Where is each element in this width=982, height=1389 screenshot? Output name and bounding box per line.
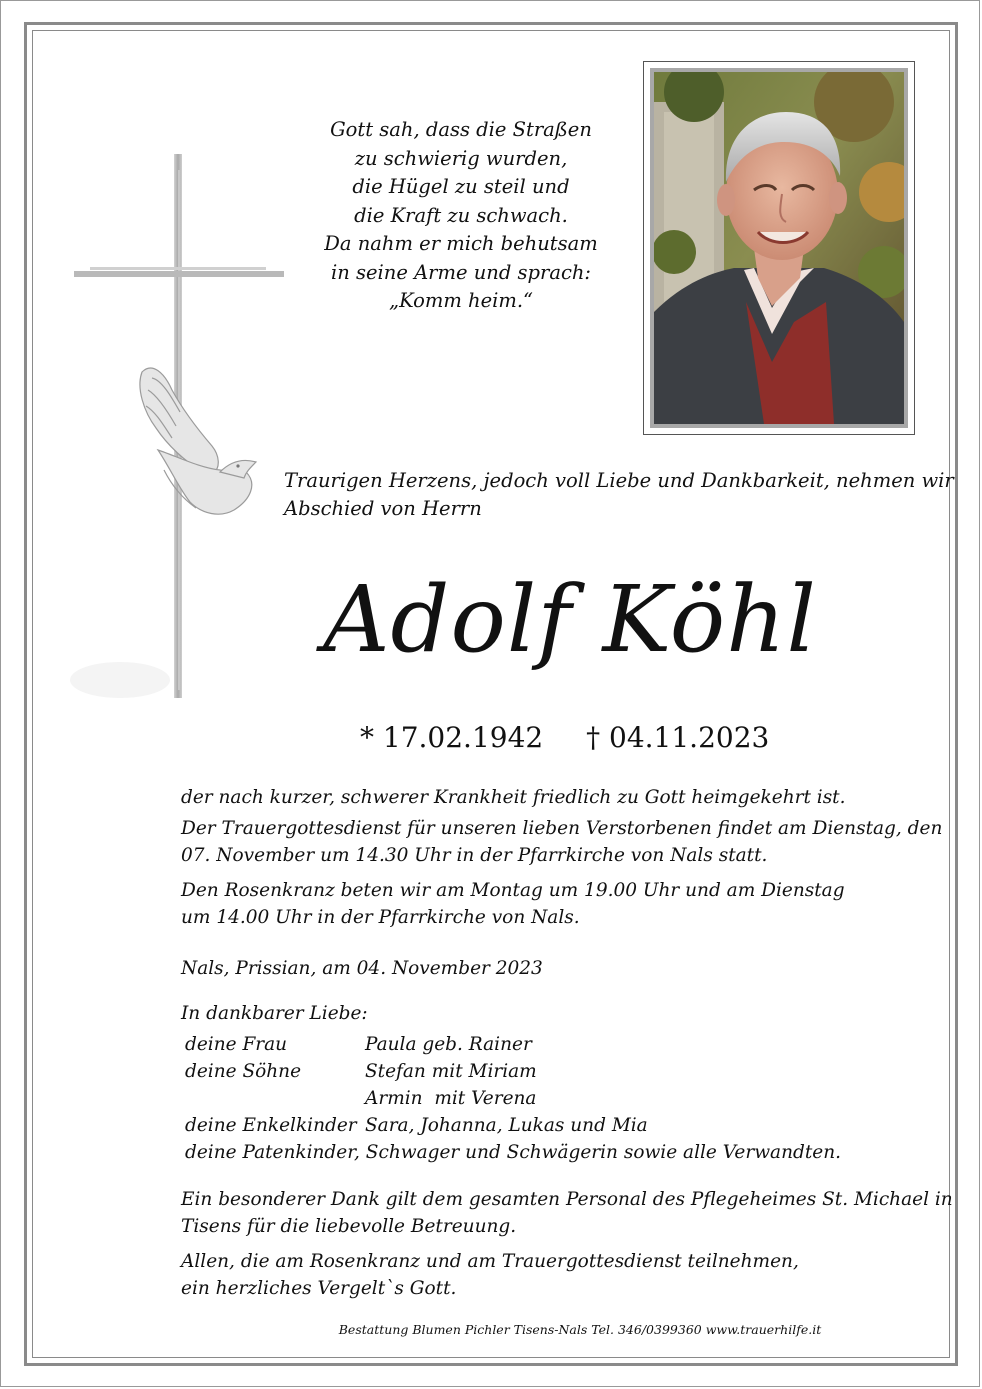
poem-line: die Kraft zu schwach. [354,203,568,227]
paragraph-line: Der Trauergottesdienst für unseren lieben Verstorbenen findet am Dienstag, den [181,818,943,839]
relation-label: deine Söhne [185,1061,302,1082]
life-dates [360,718,820,758]
closing-line: ein herzliches Vergelt`s Gott. [181,1278,457,1299]
relation-label: deine Frau [185,1034,288,1055]
poem-line: Gott sah, dass die Straßen [330,118,592,141]
closing-text [181,1248,901,1302]
funeral-home-footer: Bestattung Blumen Pichler Tisens-Nals Tel. 346/0399360 www.trauerhilfe.it [338,1322,822,1337]
gratitude-heading [181,1000,901,1027]
family-row [185,1085,885,1112]
portrait-border [650,68,908,428]
paragraph-line: um 14.00 Uhr in der Pfarrkirche von Nals. [181,907,580,928]
poem-line: „Komm heim.“ [388,289,534,312]
relation-names: Armin mit Verena [365,1088,537,1109]
family-row [185,1031,885,1058]
gratitude-heading-line: In dankbarer Liebe: [181,1003,368,1024]
family-list [185,1031,885,1166]
relation-others: deine Patenkinder, Schwager und Schwägerin sowie alle Verwandten. [185,1142,842,1163]
relation-names: Stefan mit Miriam [365,1061,537,1082]
relation-names: Sara, Johanna, Lukas und Mia [365,1115,648,1136]
paragraph-service [181,815,943,869]
paragraph-rosary [181,877,901,931]
poem-line: Da nahm er mich behutsam [324,232,598,255]
place-date-line: Nals, Prissian, am 04. November 2023 [181,958,543,979]
cross-with-praying-hands [60,150,300,720]
family-row [185,1139,885,1166]
poem-line: in seine Arme und sprach: [331,260,591,284]
poem [300,116,622,316]
relation-label: deine Enkelkinder [185,1115,357,1136]
thanks-text [181,1186,953,1240]
intro-line: Abschied von Herrn [284,497,482,520]
thanks-line: Ein besonderer Dank gilt dem gesamten Personal des Pflegeheimes St. Michael in [181,1189,953,1210]
paragraph-line: der nach kurzer, schwerer Krankheit friedlich zu Gott heimgekehrt ist. [181,787,846,808]
birth-date: * 17.02.1942 [360,721,544,754]
intro-line: Traurigen Herzens, jedoch voll Liebe und Dankbarkeit, nehmen wir [284,469,954,492]
closing-line: Allen, die am Rosenkranz und am Trauergottesdienst teilnehmen, [181,1251,799,1272]
place-and-date [181,955,901,982]
cross-icon [60,150,300,720]
death-date: † 04.11.2023 [586,721,770,754]
paragraph-line: 07. November um 14.30 Uhr in der Pfarrkirche von Nals statt. [181,845,768,866]
intro-text [284,467,954,523]
relation-names: Paula geb. Rainer [365,1034,532,1055]
poem-line: zu schwierig wurden, [354,146,568,170]
praying-hands-icon [140,368,256,514]
deceased-name: Adolf Köhl [323,566,817,673]
portrait-photo [654,72,904,424]
family-row [185,1112,885,1139]
portrait-frame [643,61,915,435]
family-row [185,1058,885,1085]
paragraph-line: Den Rosenkranz beten wir am Montag um 19.00 Uhr und am Dienstag [181,880,845,901]
poem-line: die Hügel zu steil und [352,175,570,198]
paragraph-death [181,784,901,811]
thanks-line: Tisens für die liebevolle Betreuung. [181,1216,517,1237]
